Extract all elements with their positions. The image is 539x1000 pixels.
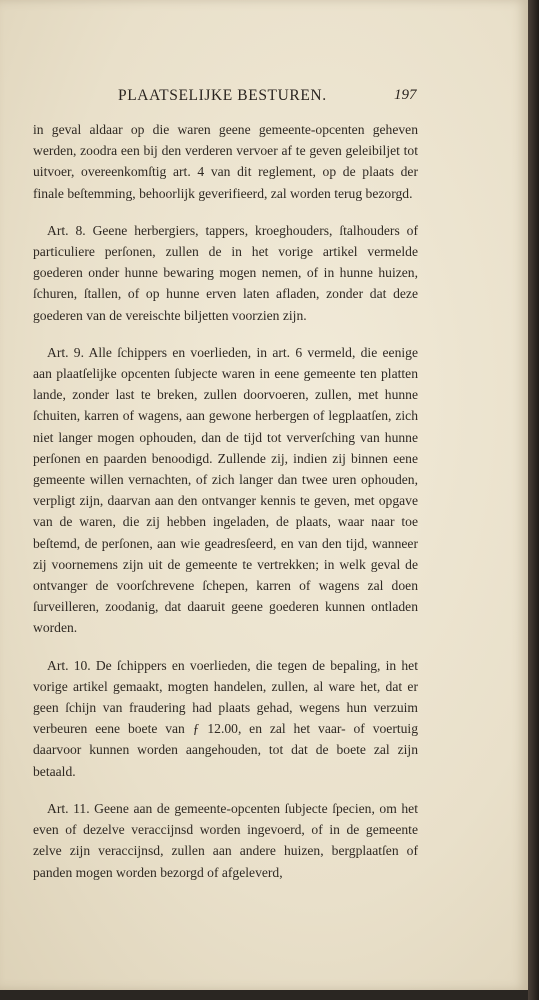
paragraph-art-9: Art. 9. Alle ſchippers en voerlieden, in art. 6 vermeld, die eenige aan plaatſelijke opcenten ſubjecte waren in eene gemeente ten platten lande, zonder last te breken, zullen doorvoeren, zullen, met hunne ſchuiten, karren of wagens, aan gewone herbergen of legplaatſen, zich niet langer mogen ophouden, dan de tijd tot ververſching van hunne perſonen en paarden benoodigd. Zullende zij, indien zij binnen eene gemeente willen vernachten, of zich langer dan twee uren ophouden, verpligt zijn, daarvan aan den ontvanger kennis te geven, met opgave van de waren, die zij hebben ingeladen, de plaats, waar naar toe beſtemd, de perſonen, aan wie geadresſeerd, en van den tijd, wanneer zij voornemens zijn uit de gemeente te vertrekken; in welk geval de ontvanger de voorſchrevene ſchepen, karren of wagens zal doen ſurveilleren, zoodanig, dat daaruit geene goederen kunnen ontladen worden.: [33, 344, 418, 636]
page-number: 197: [394, 87, 417, 103]
book-spine-edge: [528, 0, 539, 1000]
paragraph-art-8: Art. 8. Geene herbergiers, tappers, kroeghouders, ſtalhouders of particuliere perſonen, zullen de in het vorige artikel vermelde goederen onder hunne bewaring mogen nemen, of in hunne huizen, ſchuren, ſtallen, of op hunne erven laten afladen, zonder dat deze goederen van de vereischte biljetten voorzien zijn.: [33, 222, 418, 323]
running-header: PLAATSELIJKE BESTUREN.: [118, 87, 327, 104]
paragraph-art-11: Art. 11. Geene aan de gemeente-opcenten ſubjecte ſpecien, om het even of dezelve veraccijnsd worden ingevoerd, of in de gemeente zelve zijn veraccijnsd, zullen aan andere huizen, bergplaatſen of panden mogen worden bezorgd of afgeleverd,: [33, 800, 418, 880]
paragraph-art-10: Art. 10. De ſchippers en voerlieden, die tegen de bepaling, in het vorige artikel gemaakt, mogten handelen, zullen, al ware het, dat er geen ſchijn van fraudering had plaats gehad, wegens hun verzuim verbeuren eene boete van ƒ 12.00, en zal het vaar- of voertuig daarvoor kunnen worden aangehouden, tot dat de boete zal zijn betaald.: [33, 657, 418, 779]
body-text: [33, 119, 418, 899]
paragraph-continuation: in geval aldaar op die waren geene gemeente-opcenten geheven werden, zoodra een bij den verderen vervoer af te geven geleibiljet tot uitvoer, overeenkomſtig art. 4 van dit reglement, op de plaats der finale beſtemming, behoorlijk geverifieerd, zal worden terug bezorgd.: [33, 122, 418, 201]
